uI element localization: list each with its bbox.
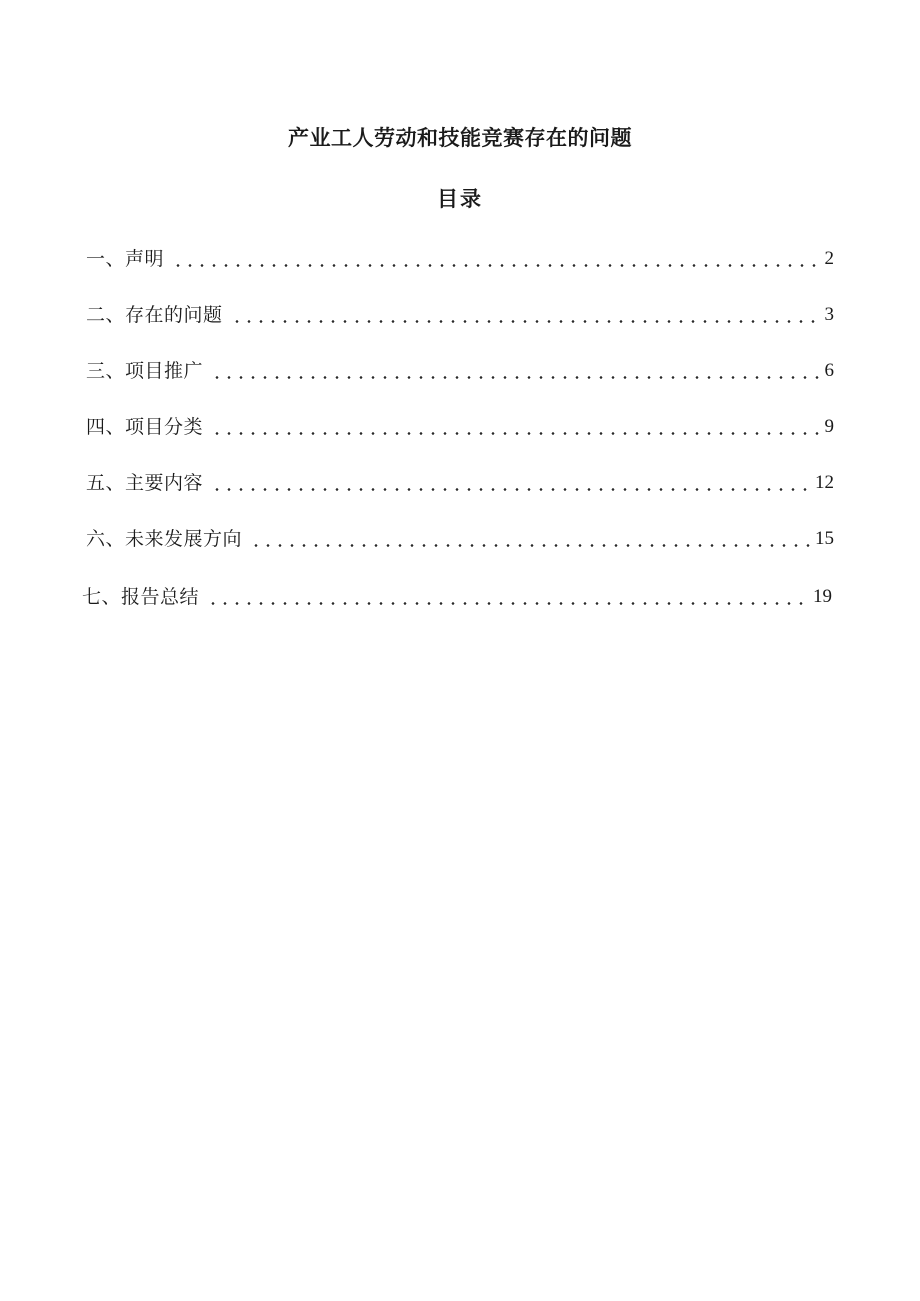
- toc-entry-label: 四、项目分类: [86, 416, 204, 438]
- toc-dot-leader: [211, 412, 820, 442]
- toc-entry-5[interactable]: [86, 464, 834, 498]
- toc-dot-leader: [250, 524, 811, 554]
- toc-entry-6[interactable]: [86, 520, 834, 554]
- toc-entry-4[interactable]: [86, 408, 834, 442]
- toc-page-number: 2: [824, 248, 834, 269]
- toc-page-number: 6: [824, 360, 834, 381]
- toc-entry-2[interactable]: [86, 296, 834, 330]
- toc-entry-7[interactable]: [82, 578, 832, 612]
- toc-dot-leader: [172, 244, 820, 274]
- toc-dot-leader: [231, 300, 820, 330]
- toc-entry-label: 六、未来发展方向: [86, 528, 243, 550]
- document-title: 产业工人劳动和技能竞赛存在的问题: [288, 126, 632, 150]
- toc-dot-leader: [211, 468, 811, 498]
- toc-page-number: 15: [815, 528, 834, 549]
- toc-entry-label: 一、声明: [86, 248, 165, 270]
- toc-entry-3[interactable]: [86, 352, 834, 386]
- toc-dot-leader: [207, 582, 809, 612]
- toc-entry-label: 三、项目推广: [86, 360, 204, 382]
- toc-entry-label: 二、存在的问题: [86, 304, 223, 326]
- toc-entry-label: 五、主要内容: [86, 472, 204, 494]
- toc-entry-1[interactable]: [86, 240, 834, 274]
- toc-page-number: 19: [813, 586, 832, 607]
- toc-dot-leader: [211, 356, 820, 386]
- toc-heading: 目录: [437, 187, 483, 211]
- toc-page-number: 3: [824, 304, 834, 325]
- toc-page-number: 9: [824, 416, 834, 437]
- toc-page-number: 12: [815, 472, 834, 493]
- toc-entry-label: 七、报告总结: [82, 586, 200, 608]
